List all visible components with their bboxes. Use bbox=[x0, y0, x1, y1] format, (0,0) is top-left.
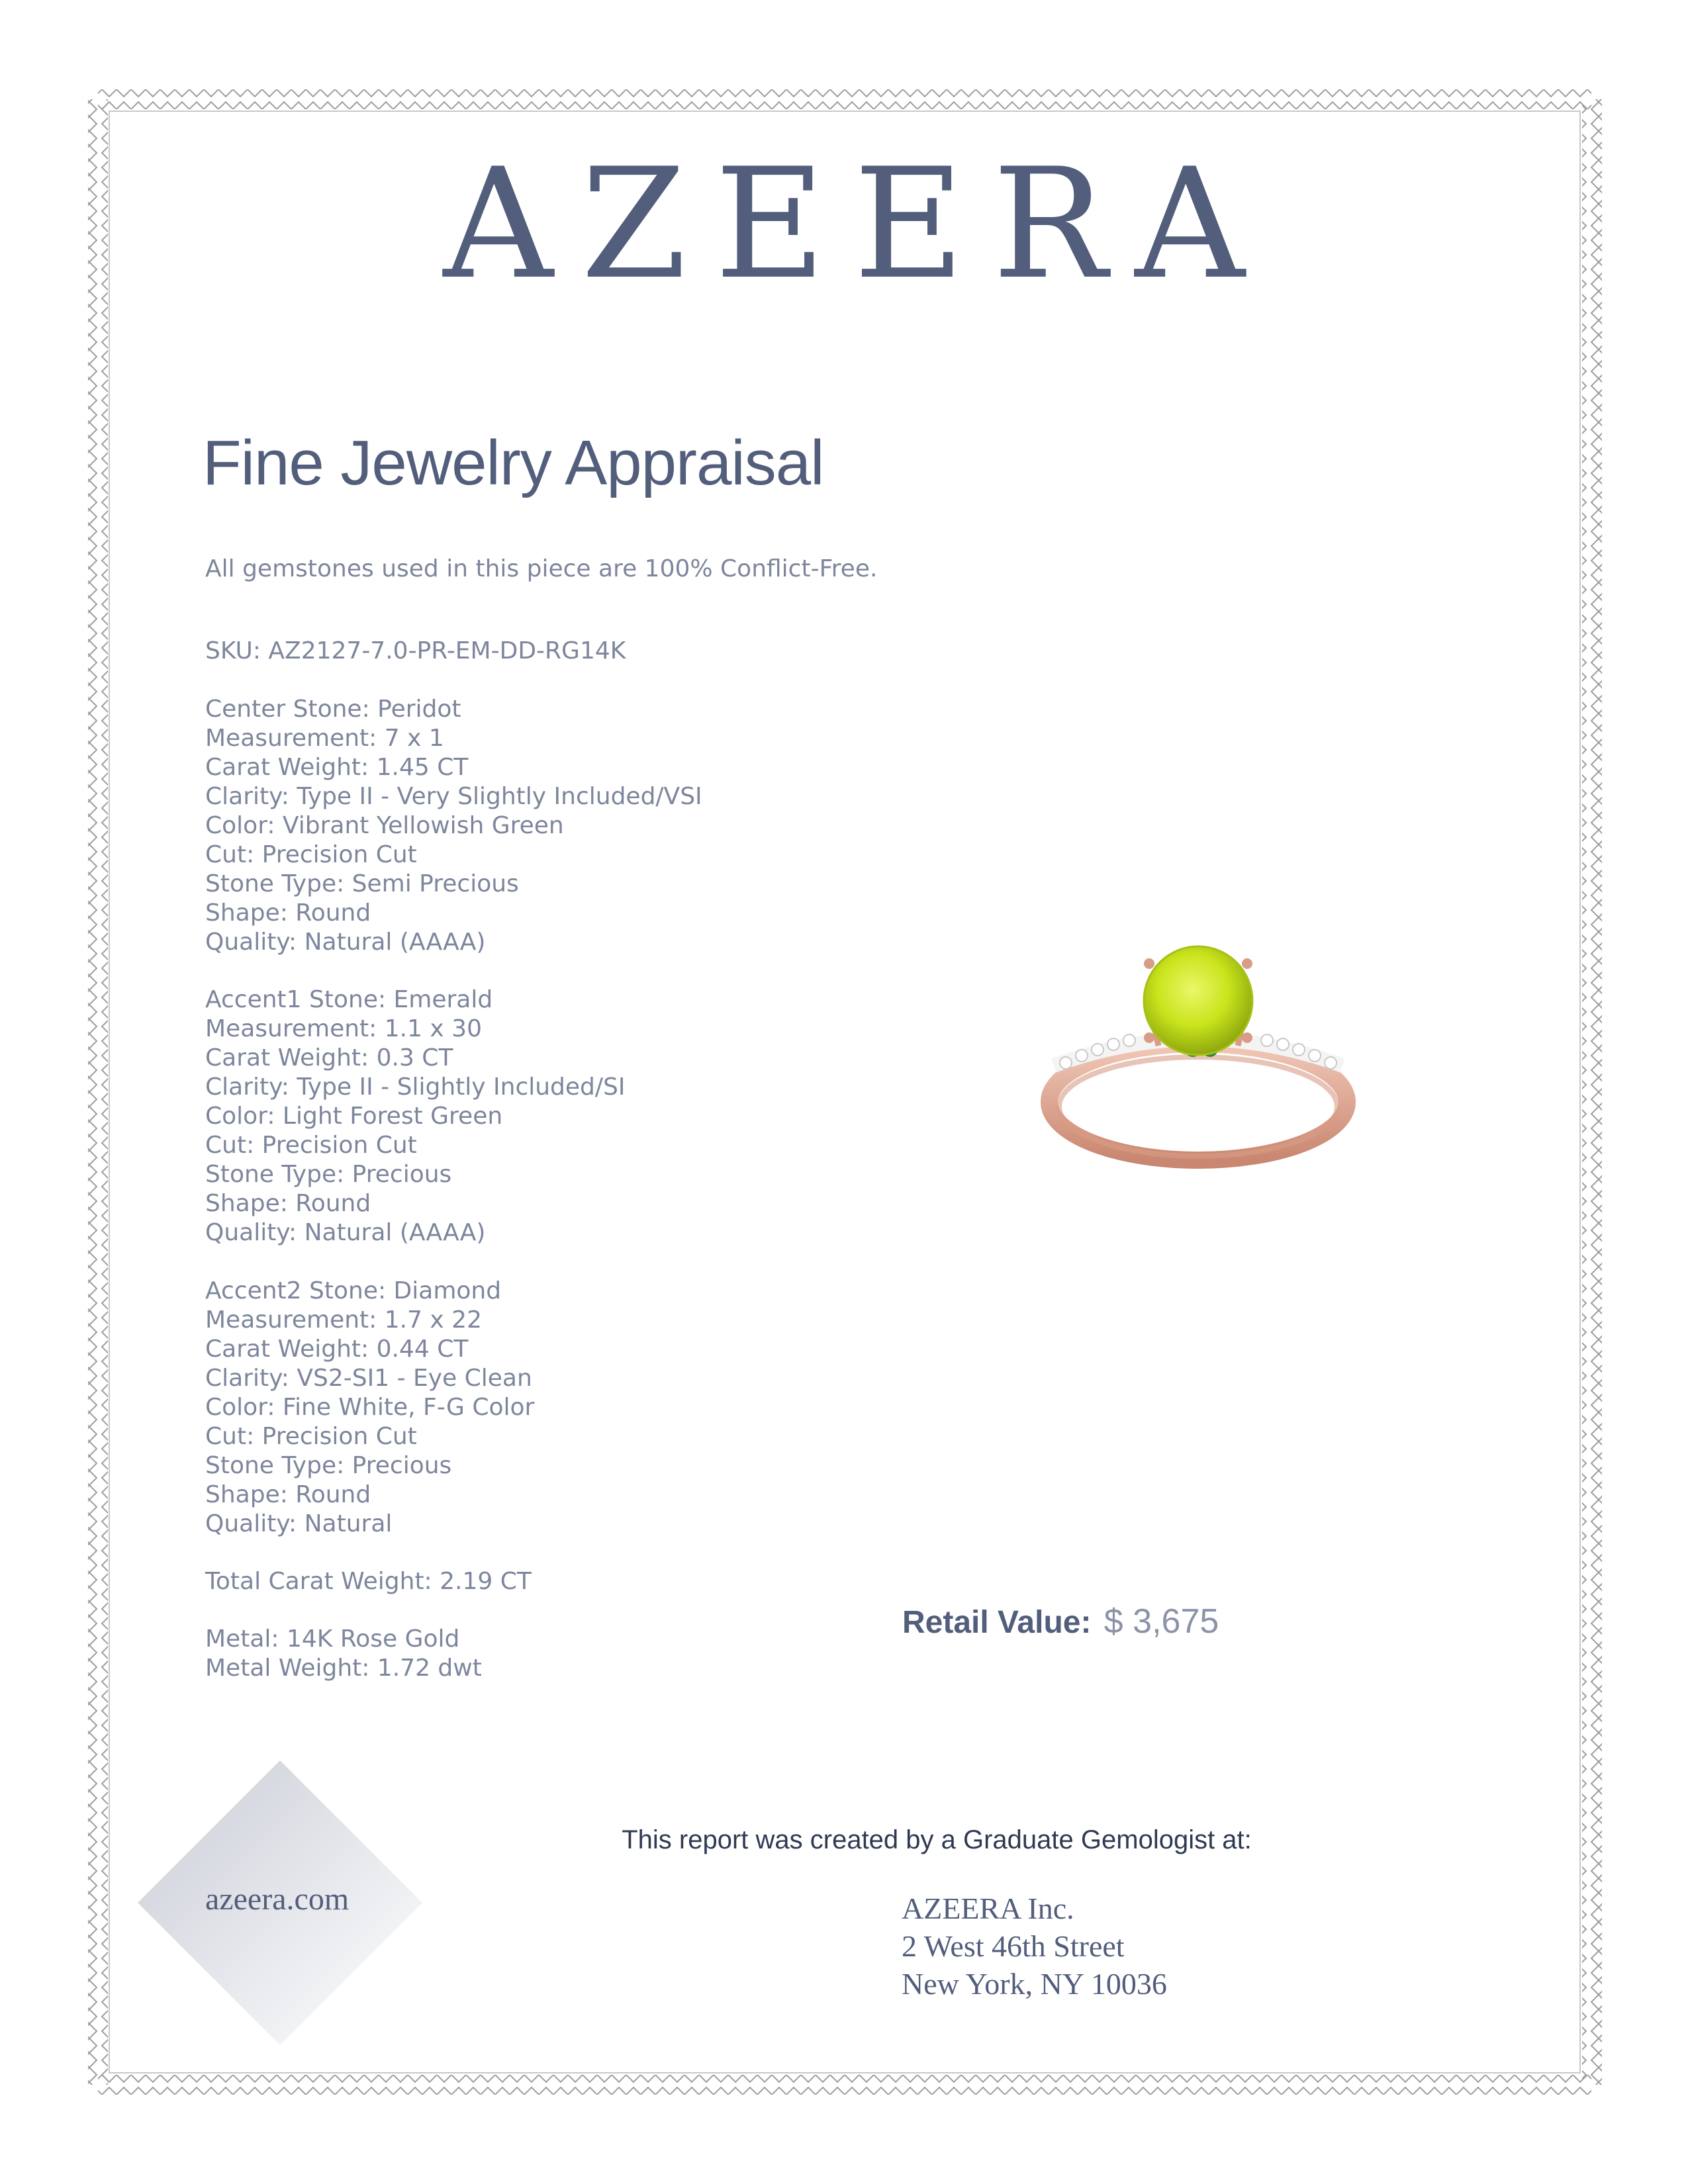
retail-value bbox=[902, 1602, 1219, 1641]
address-line: 2 West 46th Street bbox=[902, 1929, 1125, 1963]
detail-line: Quality: Natural (AAAA) bbox=[205, 1219, 486, 1246]
company-address bbox=[902, 1889, 1167, 2003]
detail-line: Color: Vibrant Yellowish Green bbox=[205, 812, 564, 839]
detail-line: Stone Type: Semi Precious bbox=[205, 870, 519, 897]
detail-line: Color: Light Forest Green bbox=[205, 1103, 503, 1130]
metal-details bbox=[205, 1625, 482, 1683]
detail-line: Carat Weight: 0.44 CT bbox=[205, 1336, 469, 1363]
detail-line: Stone Type: Precious bbox=[205, 1161, 452, 1188]
detail-line: Cut: Precision Cut bbox=[205, 1132, 417, 1159]
detail-line: Stone Type: Precious bbox=[205, 1452, 452, 1479]
detail-line: Center Stone: Peridot bbox=[205, 696, 461, 723]
brand-logo: AZEERA bbox=[443, 136, 1273, 313]
website-link[interactable]: azeera.com bbox=[205, 1882, 350, 1917]
detail-line: Quality: Natural (AAAA) bbox=[205, 929, 486, 956]
detail-line: Shape: Round bbox=[205, 1190, 371, 1217]
detail-line: Accent1 Stone: Emerald bbox=[205, 986, 493, 1013]
accent2-stone-details bbox=[205, 1277, 534, 1539]
detail-line: Carat Weight: 0.3 CT bbox=[205, 1044, 453, 1071]
conflict-free-note: All gemstones used in this piece are 100% Conflict-Free. bbox=[205, 555, 878, 582]
sku-line: SKU: AZ2127-7.0-PR-EM-DD-RG14K bbox=[205, 637, 626, 664]
retail-value-label: Retail Value: bbox=[902, 1605, 1092, 1640]
address-line: AZEERA Inc. bbox=[902, 1891, 1074, 1925]
detail-line: Measurement: 1.7 x 22 bbox=[205, 1306, 482, 1334]
accent1-stone-details bbox=[205, 985, 626, 1248]
detail-line: Cut: Precision Cut bbox=[205, 841, 417, 868]
address-line: New York, NY 10036 bbox=[902, 1967, 1167, 2001]
center-stone-details bbox=[205, 695, 702, 957]
detail-line: Cut: Precision Cut bbox=[205, 1423, 417, 1450]
retail-value-amount: $ 3,675 bbox=[1103, 1602, 1219, 1641]
detail-line: Clarity: VS2-SI1 - Eye Clean bbox=[205, 1365, 532, 1392]
detail-line: Color: Fine White, F-G Color bbox=[205, 1394, 535, 1421]
detail-line: Accent2 Stone: Diamond bbox=[205, 1277, 502, 1304]
detail-line: Quality: Natural bbox=[205, 1510, 393, 1537]
detail-line: Clarity: Type II - Slightly Included/SI bbox=[205, 1073, 626, 1101]
ring-image bbox=[1039, 933, 1357, 1185]
detail-line: Metal Weight: 1.72 dwt bbox=[205, 1655, 482, 1682]
gemologist-note: This report was created by a Graduate Gemologist at: bbox=[622, 1825, 1252, 1854]
detail-line: Shape: Round bbox=[205, 899, 371, 927]
detail-line: Measurement: 1.1 x 30 bbox=[205, 1015, 482, 1042]
total-carat-weight: Total Carat Weight: 2.19 CT bbox=[205, 1568, 532, 1595]
page-title: Fine Jewelry Appraisal bbox=[203, 428, 824, 498]
detail-line: Shape: Round bbox=[205, 1481, 371, 1508]
detail-line: Carat Weight: 1.45 CT bbox=[205, 754, 469, 781]
detail-line: Metal: 14K Rose Gold bbox=[205, 1625, 460, 1653]
detail-line: Clarity: Type II - Very Slightly Included/VSI bbox=[205, 783, 702, 810]
detail-line: Measurement: 7 x 1 bbox=[205, 725, 444, 752]
